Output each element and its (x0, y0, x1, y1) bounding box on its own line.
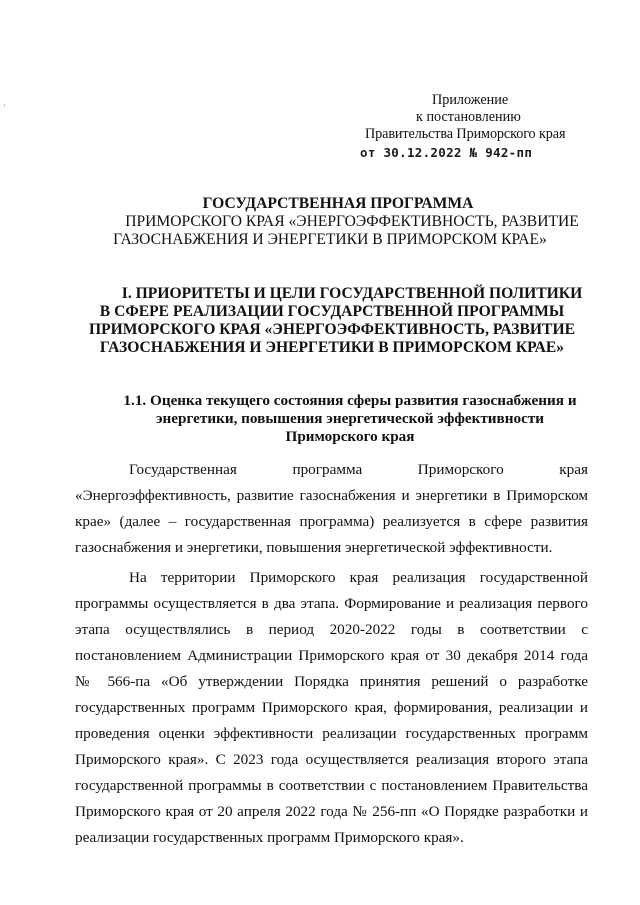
section-heading (60, 285, 604, 357)
paragraph-line: реализации государственных программ Приморского края». (75, 829, 464, 846)
appendix-government: Правительства Приморского края (365, 126, 566, 142)
subsection-heading (90, 392, 610, 446)
section-heading-line-3: ПРИМОРСКОГО КРАЯ «ЭНЕРГОЭФФЕКТИВНОСТЬ, РАЗВИТИЕ (89, 321, 575, 338)
paragraph-line: постановлением Администрации Приморского края от 30 декабря 2014 года (75, 647, 588, 664)
paragraph-line: государственных программ Приморского края, формирования, реализации и (75, 699, 588, 716)
section-heading-line-1: I. ПРИОРИТЕТЫ И ЦЕЛИ ГОСУДАРСТВЕННОЙ ПОЛИТИКИ (121, 285, 583, 302)
appendix-label: Приложение (432, 92, 509, 108)
subsection-heading-line-2: энергетики, повышения энергетической эффективности (155, 410, 545, 427)
section-heading-line-4: ГАЗОСНАБЖЕНИЯ И ЭНЕРГЕТИКИ В ПРИМОРСКОМ КРАЕ» (99, 339, 565, 356)
program-title-line-1: ГОСУДАРСТВЕННАЯ ПРОГРАММА (202, 195, 474, 212)
paragraph-line: «Энергоэффективность, развитие газоснабжения и энергетики в Приморском (75, 487, 588, 504)
paragraph-line: этапа осуществлялись в период 2020-2022 годы в соответствии с (75, 621, 588, 638)
paragraph-line: На территории Приморского края реализация государственной (129, 569, 588, 586)
paragraph-line: Государственная программа Приморского края (129, 461, 588, 478)
program-title-line-2: ПРИМОРСКОГО КРАЯ «ЭНЕРГОЭФФЕКТИВНОСТЬ, РАЗВИТИЕ (125, 213, 579, 230)
appendix-header (360, 92, 592, 161)
program-title-line-3: ГАЗОСНАБЖЕНИЯ И ЭНЕРГЕТИКИ В ПРИМОРСКОМ КРАЕ» (113, 231, 547, 248)
paragraph-line: государственной программы в соответствии с постановлением Правительства (75, 777, 588, 794)
subsection-heading-line-3: Приморского края (285, 428, 415, 445)
program-title (60, 195, 600, 249)
paragraph-line: Приморского края». С 2023 года осуществляется реализация второго этапа (75, 751, 588, 768)
paragraph-1 (75, 457, 588, 561)
body-text (75, 457, 588, 851)
scan-artifact (4, 104, 5, 107)
section-heading-line-2: В СФЕРЕ РЕАЛИЗАЦИИ ГОСУДАРСТВЕННОЙ ПРОГРАММЫ (99, 303, 565, 320)
registration-stamp: от 30.12.2022 № 942-пп (360, 145, 533, 160)
appendix-resolution-ref: к постановлению (416, 109, 521, 125)
subsection-heading-line-1: 1.1. Оценка текущего состояния сферы развития газоснабжения и (123, 392, 577, 409)
paragraph-line: № 566-па «Об утверждении Порядка принятия решений о разработке (75, 673, 588, 690)
paragraph-line: Приморского края от 20 апреля 2022 года № 256-пп «О Порядке разработки и (75, 803, 588, 820)
paragraph-line: газоснабжения и энергетики, повышения энергетической эффективности. (75, 539, 553, 556)
paragraph-line: программы осуществляется в два этапа. Формирование и реализация первого (75, 595, 588, 612)
paragraph-line: проведения оценки эффективности реализации государственных программ (75, 725, 588, 742)
paragraph-2 (75, 565, 588, 851)
paragraph-line: крае» (далее – государственная программа) реализуется в сфере развития (75, 513, 588, 530)
